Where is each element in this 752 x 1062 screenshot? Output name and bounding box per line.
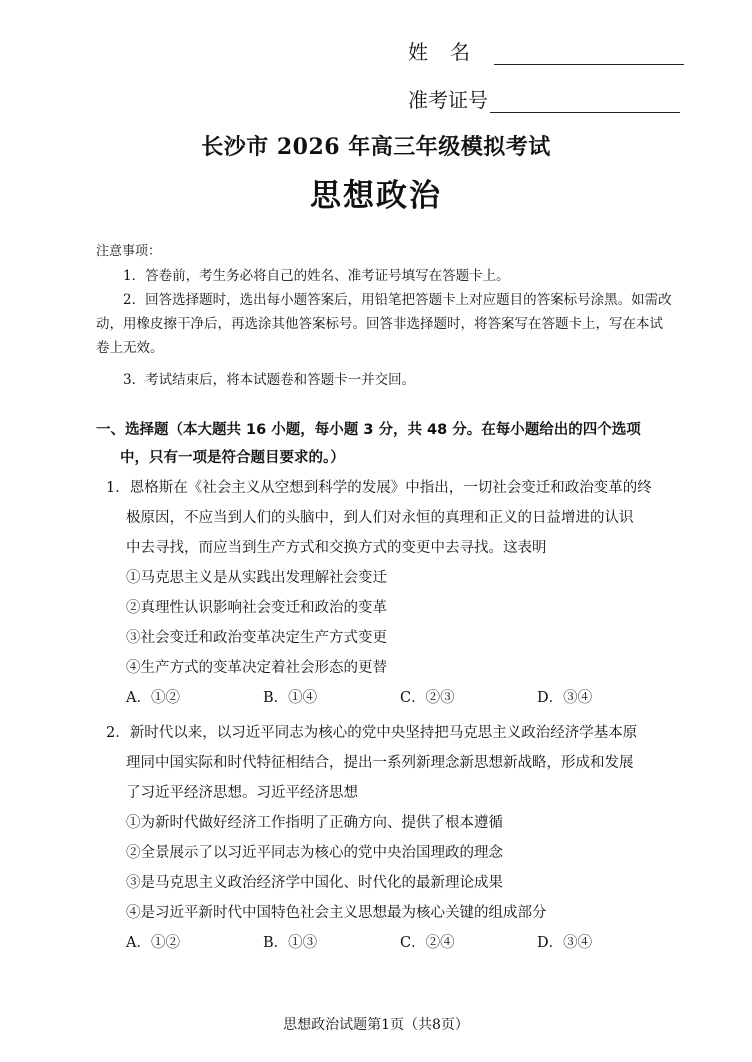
subject-title: 思想政治: [310, 178, 442, 214]
stem-line: 2．新时代以来，以习近平同志为核心的党中央坚持把马克思主义政治经济学基本原: [106, 725, 638, 741]
choice-d[interactable]: D．③④: [537, 690, 593, 706]
statement-option: ③社会变迁和政治变革决定生产方式变更: [126, 630, 387, 646]
stem-line: 理同中国实际和时代特征相结合，提出一系列新理念新思想新战略，形成和发展: [126, 755, 634, 771]
choice-b[interactable]: B．①③: [263, 935, 318, 951]
choice-c[interactable]: C．②④: [400, 935, 455, 951]
section-heading: [96, 416, 676, 472]
stem-line: 了习近平经济思想。习近平经济思想: [126, 785, 358, 801]
exam-id-field[interactable]: [408, 84, 680, 113]
choice-b[interactable]: B．①④: [263, 690, 318, 706]
question-stem: [106, 473, 676, 563]
question-2: [106, 718, 676, 958]
section-heading-line: 一、选择题（本大题共 16 小题，每小题 3 分，共 48 分。在每小题给出的四个选项: [96, 422, 641, 438]
choice-a[interactable]: A．①②: [126, 935, 180, 951]
statement-option: ④生产方式的变革决定着社会形态的更替: [126, 660, 387, 676]
notice-item: 3．考试结束后，将本试题卷和答题卡一并交回。: [123, 372, 416, 388]
choice-a[interactable]: A．①②: [126, 690, 180, 706]
statement-option: ②真理性认识影响社会变迁和政治的变革: [126, 600, 387, 616]
statement-option: ③是马克思主义政治经济学中国化、时代化的最新理论成果: [126, 875, 503, 891]
statement-option: ①马克思主义是从实践出发理解社会变迁: [126, 570, 387, 586]
choice-c[interactable]: C．②③: [400, 690, 455, 706]
notice-item: 2．回答选择题时，选出每小题答案后，用铅笔把答题卡上对应题目的答案标号涂黑。如需改动，用橡皮擦干净后，再选涂其他答案标号。回答非选择题时，将答案写在答题卡上，写在本试卷上无效。: [96, 292, 672, 356]
notice-item: 1．答卷前，考生务必将自己的姓名、准考证号填写在答题卡上。: [123, 268, 510, 284]
exam-id-label: 准考证号: [408, 88, 488, 112]
name-label: 姓名: [408, 40, 492, 64]
exam-title: 长沙市 2026 年高三年级模拟考试: [201, 134, 551, 160]
page-footer: 思想政治试题第1页（共8页）: [283, 1017, 469, 1033]
section-heading-line: 中，只有一项是符合题目要求的。）: [120, 450, 345, 466]
stem-line: 极原因，不应当到人们的头脑中，到人们对永恒的真理和正义的日益增进的认识: [126, 510, 634, 526]
exam-id-blank-line[interactable]: [490, 90, 680, 113]
stem-line: 1．恩格斯在《社会主义从空想到科学的发展》中指出，一切社会变迁和政治变革的终: [106, 480, 652, 496]
question-stem: [106, 718, 676, 808]
statement-option: ④是习近平新时代中国特色社会主义思想最为核心关键的组成部分: [126, 905, 547, 921]
choice-d[interactable]: D．③④: [537, 935, 593, 951]
notice-heading: 注意事项：: [96, 244, 162, 259]
statement-option: ②全景展示了以习近平同志为核心的党中央治国理政的理念: [126, 845, 503, 861]
answer-choices: [106, 928, 676, 958]
notice-block: [96, 240, 676, 392]
answer-choices: [106, 683, 676, 713]
name-blank-line[interactable]: [494, 42, 684, 65]
stem-line: 中去寻找，而应当到生产方式和交换方式的变更中去寻找。这表明: [126, 540, 547, 556]
name-field[interactable]: [408, 36, 684, 65]
question-1: [106, 473, 676, 713]
statement-option: ①为新时代做好经济工作指明了正确方向、提供了根本遵循: [126, 815, 503, 831]
